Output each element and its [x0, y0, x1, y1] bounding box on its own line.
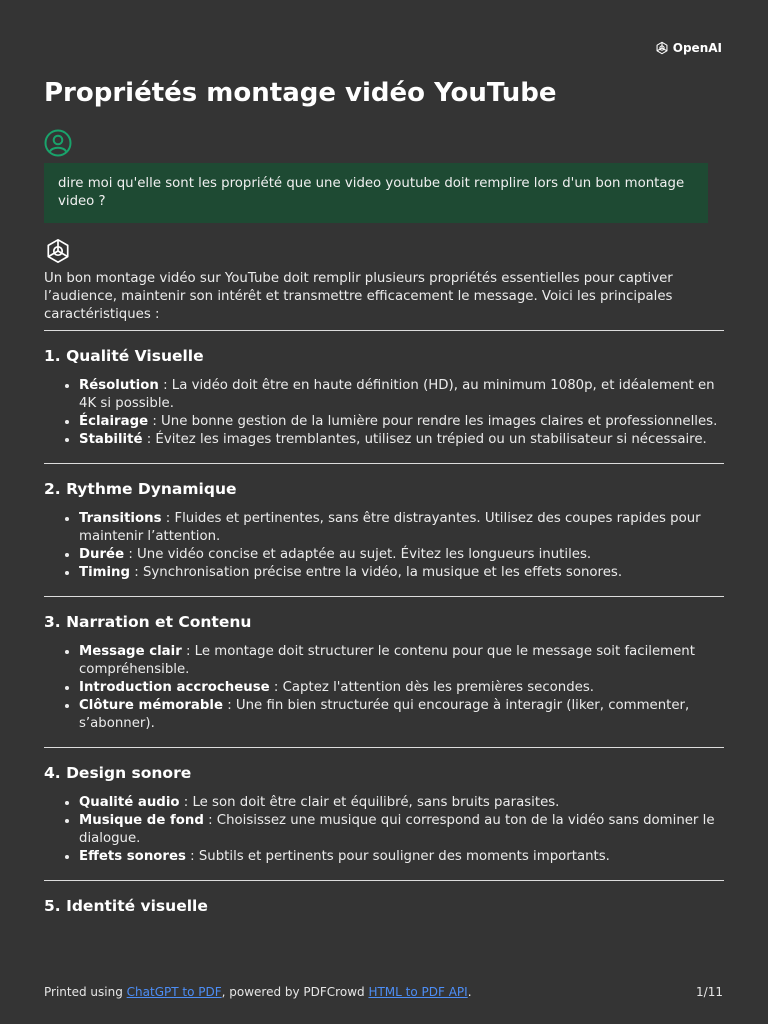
openai-logo-icon — [654, 40, 670, 56]
openai-brand — [654, 40, 722, 56]
section-heading: 4. Design sonore — [44, 764, 192, 782]
intro-paragraph: Un bon montage vidéo sur YouTube doit remplir plusieurs propriétés essentielles pour captiver l’audience, maintenir son intérêt et transmettre efficacement le message. Voici les principales caractéristiques : — [44, 271, 673, 322]
bullet-list — [44, 643, 724, 733]
list-item: • Transitions : Fluides et pertinentes, sans être distrayantes. Utilisez des coupes rapides pour maintenir l’attention. — [79, 510, 724, 546]
chatgpt-to-pdf-link[interactable]: ChatGPT to PDF — [126, 985, 222, 999]
brand-name: OpenAI — [672, 41, 722, 55]
list-item: • Message clair : Le montage doit structurer le contenu pour que le message soit facilement compréhensible. — [79, 643, 724, 679]
bullet-list — [44, 510, 724, 582]
user-avatar-icon — [44, 129, 72, 157]
list-item: • Timing : Synchronisation précise entre la vidéo, la musique et les effets sonores. — [79, 564, 724, 582]
section-heading: 3. Narration et Contenu — [44, 613, 252, 631]
list-item: • Stabilité : Évitez les images tremblantes, utilisez un trépied ou un stabilisateur si nécessaire. — [79, 431, 724, 449]
list-item: • Résolution : La vidéo doit être en haute définition (HD), au minimum 1080p, et idéalement en 4K si possible. — [79, 377, 724, 413]
page-number: 1/11 — [696, 985, 723, 999]
footer-credit: Printed using ChatGPT to PDF, powered by PDFCrowd HTML to PDF API. — [44, 985, 472, 999]
section-identite-visuelle — [44, 897, 724, 915]
user-message: dire moi qu'elle sont les propriété que une video youtube doit remplire lors d'un bon montage video ? — [44, 163, 708, 223]
section-rythme-dynamique — [44, 480, 724, 582]
list-item: • Clôture mémorable : Une fin bien structurée qui encourage à interagir (liker, commenter, s’abonner). — [79, 697, 724, 733]
html-to-pdf-api-link[interactable]: HTML to PDF API — [368, 985, 468, 999]
section-heading: 2. Rythme Dynamique — [44, 480, 237, 498]
section-heading: 5. Identité visuelle — [44, 897, 208, 915]
list-item: • Introduction accrocheuse : Captez l'attention dès les premières secondes. — [79, 679, 724, 697]
page-title: Propriétés montage vidéo YouTube — [44, 78, 557, 108]
list-item: • Musique de fond : Choisissez une musique qui correspond au ton de la vidéo sans dominer le dialogue. — [79, 812, 724, 848]
divider — [44, 330, 724, 331]
section-qualite-visuelle — [44, 347, 724, 449]
list-item: • Effets sonores : Subtils et pertinents pour souligner des moments importants. — [79, 848, 724, 866]
page-footer — [44, 985, 723, 999]
divider — [44, 596, 724, 597]
bullet-list — [44, 377, 724, 449]
divider — [44, 463, 724, 464]
section-heading: 1. Qualité Visuelle — [44, 347, 204, 365]
section-design-sonore — [44, 764, 724, 866]
list-item: • Qualité audio : Le son doit être clair et équilibré, sans bruits parasites. — [79, 794, 724, 812]
list-item: • Durée : Une vidéo concise et adaptée au sujet. Évitez les longueurs inutiles. — [79, 546, 724, 564]
assistant-response — [44, 270, 724, 927]
divider — [44, 747, 724, 748]
section-narration-contenu — [44, 613, 724, 733]
chatgpt-avatar-icon — [44, 237, 72, 265]
divider — [44, 880, 724, 881]
bullet-list — [44, 794, 724, 866]
list-item: • Éclairage : Une bonne gestion de la lumière pour rendre les images claires et professionnelles. — [79, 413, 724, 431]
